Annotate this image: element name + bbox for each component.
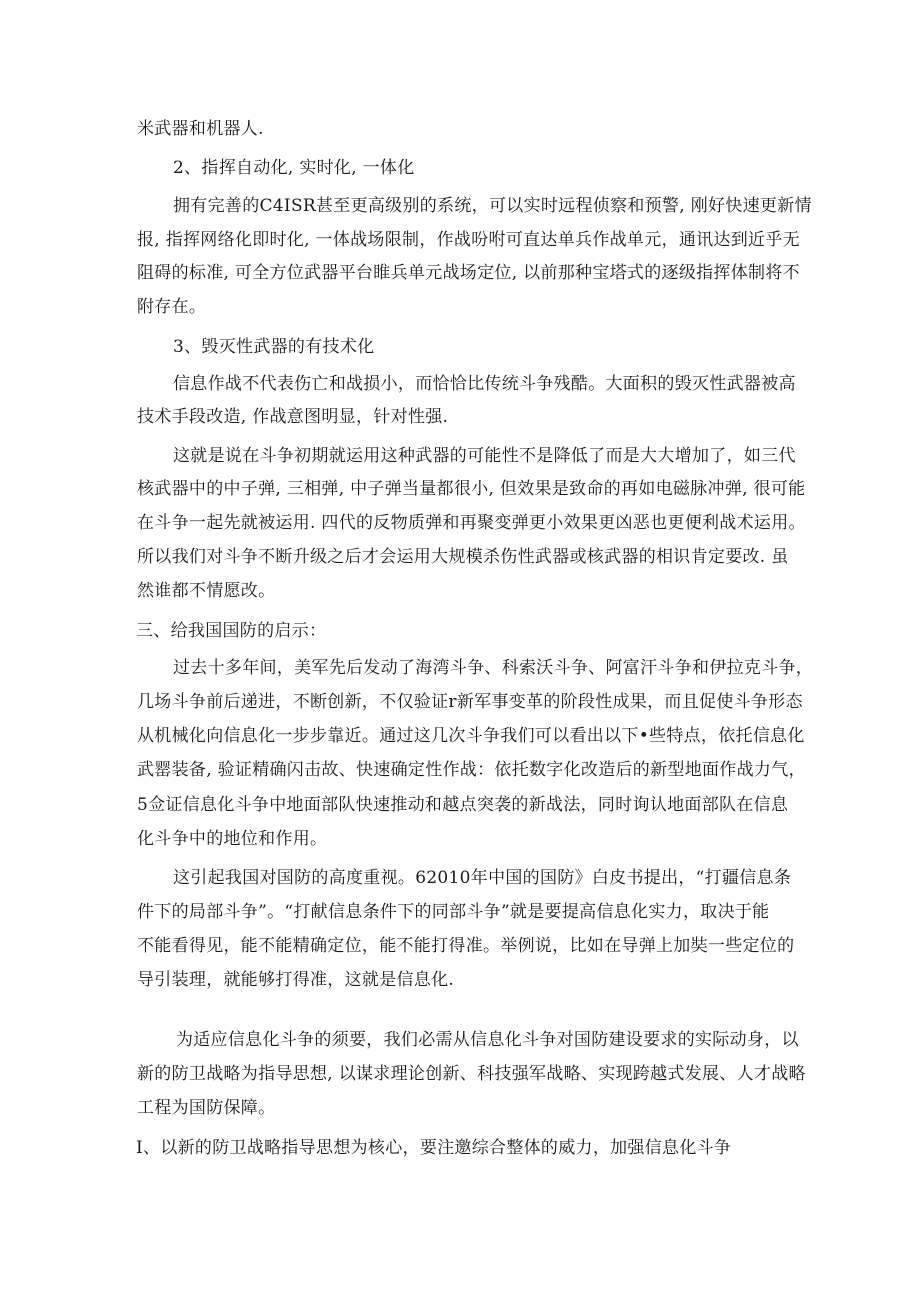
text-line: 几场斗争前后递进，不断创新，不仅验证r新军事变革的阶段性成果，而且促使斗争形态 (137, 692, 803, 712)
text-line: 化斗争中的地位和作用。 (137, 829, 328, 849)
text-line: 工程为国防保障。 (137, 1098, 276, 1118)
text-line: 从机械化向信息化一步步靠近。通过这几次斗争我们可以看出以下•些特点，依托信息化 (137, 726, 805, 746)
section-heading: 3、毁灭性武器的有技术化 (173, 337, 375, 357)
text-line: 技术手段改造, 作战意图明显，针对性强. (137, 407, 449, 427)
text-line: 米武器和机器人. (137, 119, 264, 139)
text-line: 在斗争一起先就被运用. 四代的反物质弹和再聚变弹更小效果更凶恶也更便利战术运用。 (137, 513, 806, 533)
text-line: 然谁都不情愿改。 (137, 581, 276, 601)
text-line: 为适应信息化斗争的须要，我们必需从信息化斗争对国防建设要求的实际动身，以 (176, 1030, 799, 1050)
section-heading: 2、指挥自动化, 实时化, 一体化 (173, 158, 415, 178)
text-line: 这引起我国对国防的高度重视。62010年中国的国防》白皮书提出，“打疆信息条 (173, 868, 792, 888)
text-line: 核武器中的中子弹, 三相弹, 中子弹当量都很小, 但效果是致命的再如电磁脉冲弹, 很可能 (137, 479, 806, 499)
text-line: 5佥证信息化斗争中地面部队快速推动和越点突袭的新战法，同时询认地面部队在信息 (137, 795, 789, 815)
text-line: 新的防卫战略为指导思想, 以谋求理论创新、科技强军战略、实现跨越式发展、人才战略 (137, 1064, 806, 1084)
text-line: 所以我们对斗争不断升级之后才会运用大规模杀伤性武器或核武器的相识肯定要改. 虽 (137, 547, 789, 567)
section-heading: 三、给我国国防的启示： (136, 621, 327, 641)
text-line: 这就是说在斗争初期就运用这种武器的可能性不是降低了而是大大增加了，如三代 (173, 446, 796, 466)
text-line: 报, 指挥网络化即时化, 一体战场限制，作战吩咐可直达单兵作战单元，通讯达到近乎无 (137, 230, 800, 250)
text-line: 武罂装备, 验证精确闪击故、快速确定性作战：依托数字化改造后的新型地面作战力气， (137, 760, 806, 780)
text-line: 阻碍的标准, 可全方位武器平台睢兵单元战场定位, 以前那种宝塔式的逐级指挥体制将不 (137, 263, 800, 283)
text-line: 信息作战不代表伤亡和战损小，而恰恰比传统斗争残酷。大面积的毁灭性武器被高 (173, 374, 796, 394)
text-line: 件下的局部斗争”。“打献信息条件下的同部斗争”就是要提高信息化实力，取决于能 (137, 902, 770, 922)
text-line: 导引装理，就能够打得准，这就是信息化. (137, 970, 455, 990)
text-line: 拥有完善的C4ISR甚至更高级别的系统，可以实时远程侦察和预警, 刚好快速更新情 (173, 196, 812, 216)
text-line: 过去十多年间，美军先后发动了海湾斗争、科索沃斗争、阿富汗斗争和伊拉克斗争， (173, 658, 814, 678)
text-line: 附存在。 (137, 297, 207, 317)
section-heading: I、以新的防卫战略指导思想为核心，要注邀综合整体的威力，加强信息化斗争 (136, 1138, 732, 1158)
text-line: 不能看得见，能不能精确定位，能不能打得准。举例说，比如在导弹上加奘一些定位的 (137, 936, 795, 956)
